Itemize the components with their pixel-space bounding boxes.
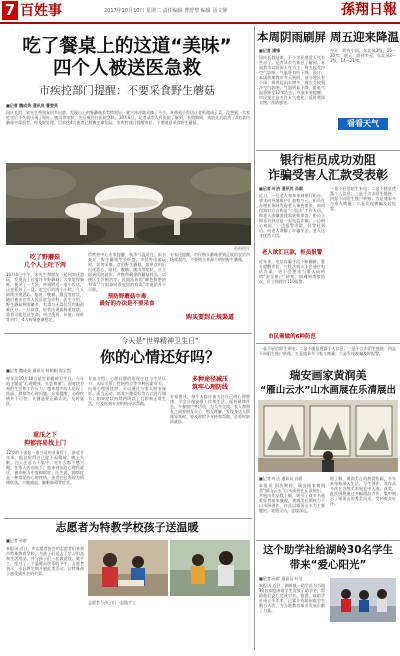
main-byline: ■记者 魏成英 通讯员 曹要英 [6, 103, 58, 108]
art-body-1: 本报讯 国庆期间，瑞安画家黄润美“雁山云水”山水画展在乐清展出，共展出作品数十幅，吸引了众多书画爱好者前来参观。黄润美长期致力于山水画创作，作品以雁荡山水为主要题材，笔墨灵动，意境深远。 [259, 483, 325, 513]
bank-body-3: 一是不轻信陌生来电；二是不随意透露个人信息；三是不点击陌生链接；四是不向陌生账户转账；五是遇事多与家人商量；六是发现被骗及时报警。 [330, 186, 396, 211]
art-byline: ■记者 叶洁 通讯员 孙群 [259, 476, 303, 481]
divider-vertical-bottom [254, 366, 255, 650]
divider-right-2 [256, 343, 400, 344]
weather-tag: 看看天气 [338, 118, 388, 130]
divider-right-1 [256, 150, 400, 151]
bank-subsection-2: 市民需做的6种防范 [268, 334, 316, 340]
aid-photo [330, 578, 396, 622]
art-headline-line2: “雁山云水”山水画展在乐清展出 [260, 385, 396, 396]
section-title: 百姓事 [20, 3, 62, 19]
mental-byline: ■记者 魏成英 通讯员 柯娟娟 郑宝霞 [6, 368, 71, 373]
main-headline-line1: 吃了餐桌上的这道“美味” [22, 36, 232, 57]
divider-right-3 [256, 540, 400, 541]
divider-vertical-top [254, 26, 255, 366]
mental-subsection-1: 重压之下 抑郁容易找上门 [23, 432, 66, 447]
subsection-mushroom-3: 购买要到正规渠道 [185, 314, 234, 321]
volunteer-photo-caption: 志愿者与孩子们一起做手工 [88, 600, 136, 605]
mushroom-photo [6, 163, 251, 245]
bank-headline-line1: 银行柜员成功劝阻 [279, 153, 376, 167]
aid-headline-line1: 这个助学社给湖岭30名学生 [262, 544, 394, 556]
art-headline-line1: 瑞安画家黄润美 [289, 369, 367, 382]
aid-headline-line2: 带来“爱心阳光” [289, 559, 367, 571]
subsection-mushroom-1: 吃了野蘑菇 几个人上吐下泻 [23, 254, 66, 269]
volunteer-byline: ■记者 孙群 [6, 538, 28, 543]
art-body-2: 据了解，黄润美自幼热爱绘画，多年来坚持深入生活、写生创作，其作品多次在各级美术展览中入选、获奖。此次画展通过多幅精品力作，集中展示了雁荡山的秀美风光，受到观众好评。 [330, 476, 396, 506]
bank-body-4: 一是不轻信陌生来电；二是不随意透露个人信息；三是不点击陌生链接；四是不向陌生账户转账；五是遇事多与家人商量；六是发现被骗及时报警。 [259, 346, 396, 356]
page-number: 7 [2, 1, 18, 20]
divider-mental [4, 518, 252, 519]
volunteer-photo-2 [170, 540, 250, 596]
bank-subsection-1: 老人欲汇巨款，柜员报警 [261, 250, 323, 256]
aid-body: 本报讯 近日，湖岭镇一助学社为当地30名家庭困难学生发放了助学金，帮助他们安心完成学业。据悉，该助学社成立多年来，已累计资助困难学生数百人次，为当地教育事业发展贡献了力量。 [259, 583, 325, 613]
mental-lead: 每年的10月10日是世界精神卫生日。今年的主题是“心理健康，社会和谐”。面对快节奏的生活和工作压力，越来越多的人出现了焦虑、抑郁等心理问题。专家提醒，心理疾病并不可怕，关键是要正确认识，及时就医。 [6, 376, 84, 406]
volunteer-photo-1 [88, 540, 168, 596]
photo-caption: 资料图片 [234, 246, 250, 251]
main-headline-line2: 四个人被送医急救 [52, 58, 201, 79]
weather-body-1: 国庆长假结束，不少市民感觉天气有些凉了。记者从市气象台了解到，本周我市以阴雨天气为主，周五起受冷空气影响，气温将有所下降。预计，本周前期我市多云到阴，部分地区有小雨；周四起雨水增多，周五受较强冷空气影响，气温明显下降，最低气温将降至12℃左右。气象专家提醒，市民要注意关注天气变化，适时增添衣物，预防感冒。 [259, 55, 325, 105]
mental-body-2: 专家介绍，心理问题的出现往往与生活压力、人际关系、性格特点等多种因素有关。出现心理困扰时，可以通过与家人朋友倾诉、适当运动、培养兴趣爱好等方式进行调节；如果症状持续两周以上且影响正常生活，应及时到专业机构寻求帮助。 [88, 376, 166, 406]
main-body-1: 10月4日中午，宋先生和朋友一起到郊区游玩，发现山上长着许多野蘑菇，大家觉得新鲜，便采了一大袋，带到附近一家小饭店，让老板炒了一盘。吃完后约两个小时，几人陆续出现恶心、呕吐、腹痛、腹泻等症状，随后被送往市人民医院急诊科。医生介绍，野生蘑菇种类繁多，有毒与无毒仅凭肉眼很难区分，一旦误食，轻者出现胃肠道症状，重者可能危及生命。经过洗胃、补液、保肝等治疗，4人病情逐渐稳定。 [6, 272, 84, 322]
aid-byline: ■记者 孙群 通讯员 叶洁 [259, 576, 303, 581]
volunteer-headline: 志愿者为特教学校孩子送温暖 [55, 521, 199, 534]
subsection-mushroom-2: 预防野蘑菇中毒 最好的办法是不要采食 [88, 294, 166, 308]
mental-headline: 你的心情还好吗？ [99, 348, 220, 366]
mental-kicker: 今天是“世界精神卫生日” [121, 337, 199, 345]
newspaper-logo: 孫翔日報 [341, 2, 397, 18]
main-body-3: 专家还提醒，市民购买蘑菇要到正规的农贸市场或超市，不要购买来源不明的野生蘑菇。 [170, 252, 250, 262]
bank-body-2: 近年来，电信诈骗手段不断翻新，警方提醒市民，公检法机关不会通过电话办案，更不会要求当事人向所谓“安全账户”转账。如遇到类似情况，应立即拨打110报警。 [259, 259, 325, 284]
masthead [0, 0, 400, 24]
mental-subsection-2: 多种途径减压 筑牢心理防线 [191, 376, 228, 391]
weather-body-2: 今天：阴有小雨，东北风3级，15～20℃；明天：阴到多云，东北风2～3级，14～21℃。 [330, 48, 396, 63]
divider-main [4, 333, 252, 334]
exhibition-photo [258, 400, 398, 472]
bank-headline-line2: 诈骗受害人汇款受表彰 [267, 168, 388, 182]
mental-body-1: 32岁的小张是一家公司的业务骨干，最近半年来，他总觉得自己提不起精神，晚上失眠，白天注意力不集中，对什么都不感兴趣。在家人的劝说下，他来到医院心理科就诊，被诊断为中度抑郁症。医生说，抑郁症是一种常见的心理疾病，患者往往表现为情绪低落、兴趣减退、睡眠障碍等症状。 [6, 450, 84, 485]
main-intro: 国庆长假，宋先生带朋友回乡出游，发现山上的野蘑菇长势特别好，就兴冲冲地采摘了不少，并带到小饭店让老板做成了菜。没想到，大家吃完后不久就出现了呕吐、腹泻等症状，先后被送往医院急救。10月8日，记者从市人民医院了解到，长假期间，该院先后收治了4名食用蘑菇中毒患者。经及时处理，目前这4名患者已脱离生命危险。市疾控部门提醒市民，不要随意采食野生蘑菇。 [6, 110, 250, 125]
weather-byline: ■记者 潘锋 [259, 48, 281, 53]
mental-body-3: 专家建议，每个人都应该关注自己的心理健康，学会合理安排工作和生活，保持规律作息，多参加户外活动，与人多交流。家人和朋友之间要相互关心、相互理解，发现身边人情绪异常时，要及时给予支持和帮助，必要时陪同就医。 [170, 394, 250, 424]
main-body-2: 市疾控中心专家提醒，秋季气温适宜，雨水充足，野生蘑菇生长旺盛，市民外出游玩时，切勿采摘、食用野生蘑菇。如果食用后出现恶心、呕吐、腹痛、腹泻等症状，应立即到医院就诊，并携带剩余的蘑菇样品，以便医生诊断治疗。民间流传的“颜色鲜艳的有毒”“与银器同煮变黑的有毒”等说法并不可靠。 [88, 252, 166, 292]
weather-headline: 本周阴雨刷屏 周五迎来降温 [256, 30, 399, 44]
bank-body-1: 近日，一位老人匆匆来到银行柜台，要求向外地账户汇款数万元。柜员在办理业务时发现老人神色慌张，询问得知对方自称是“公检法”工作人员，称老人涉嫌洗钱需转账审查。柜员立即意识到这是一起电信诈骗，一边耐心劝说，一边报警求助。民警赶到后，向老人讲解了诈骗手法，老人这才恍然大悟。 [259, 193, 325, 238]
volunteer-body: 本报讯 近日，市志愿者协会的志愿者们来到市特殊教育学校，为孩子们送去了学习用品和生活用品，并与孩子们一起做游戏、做手工，度过了一个温暖而快乐的下午。志愿者表示，今后将定期开展此类活动，让特殊孩子感受到社会的关爱。 [6, 546, 84, 576]
main-subhead: 市疾控部门提醒：不要采食野生蘑菇 [39, 84, 215, 97]
issue-meta: 2017年10月10日 星期二 责任编辑 曹舒黎 编辑 汤文静 [104, 8, 228, 14]
bank-byline: ■记者 叶洁 通讯员 孙群 [259, 186, 303, 191]
